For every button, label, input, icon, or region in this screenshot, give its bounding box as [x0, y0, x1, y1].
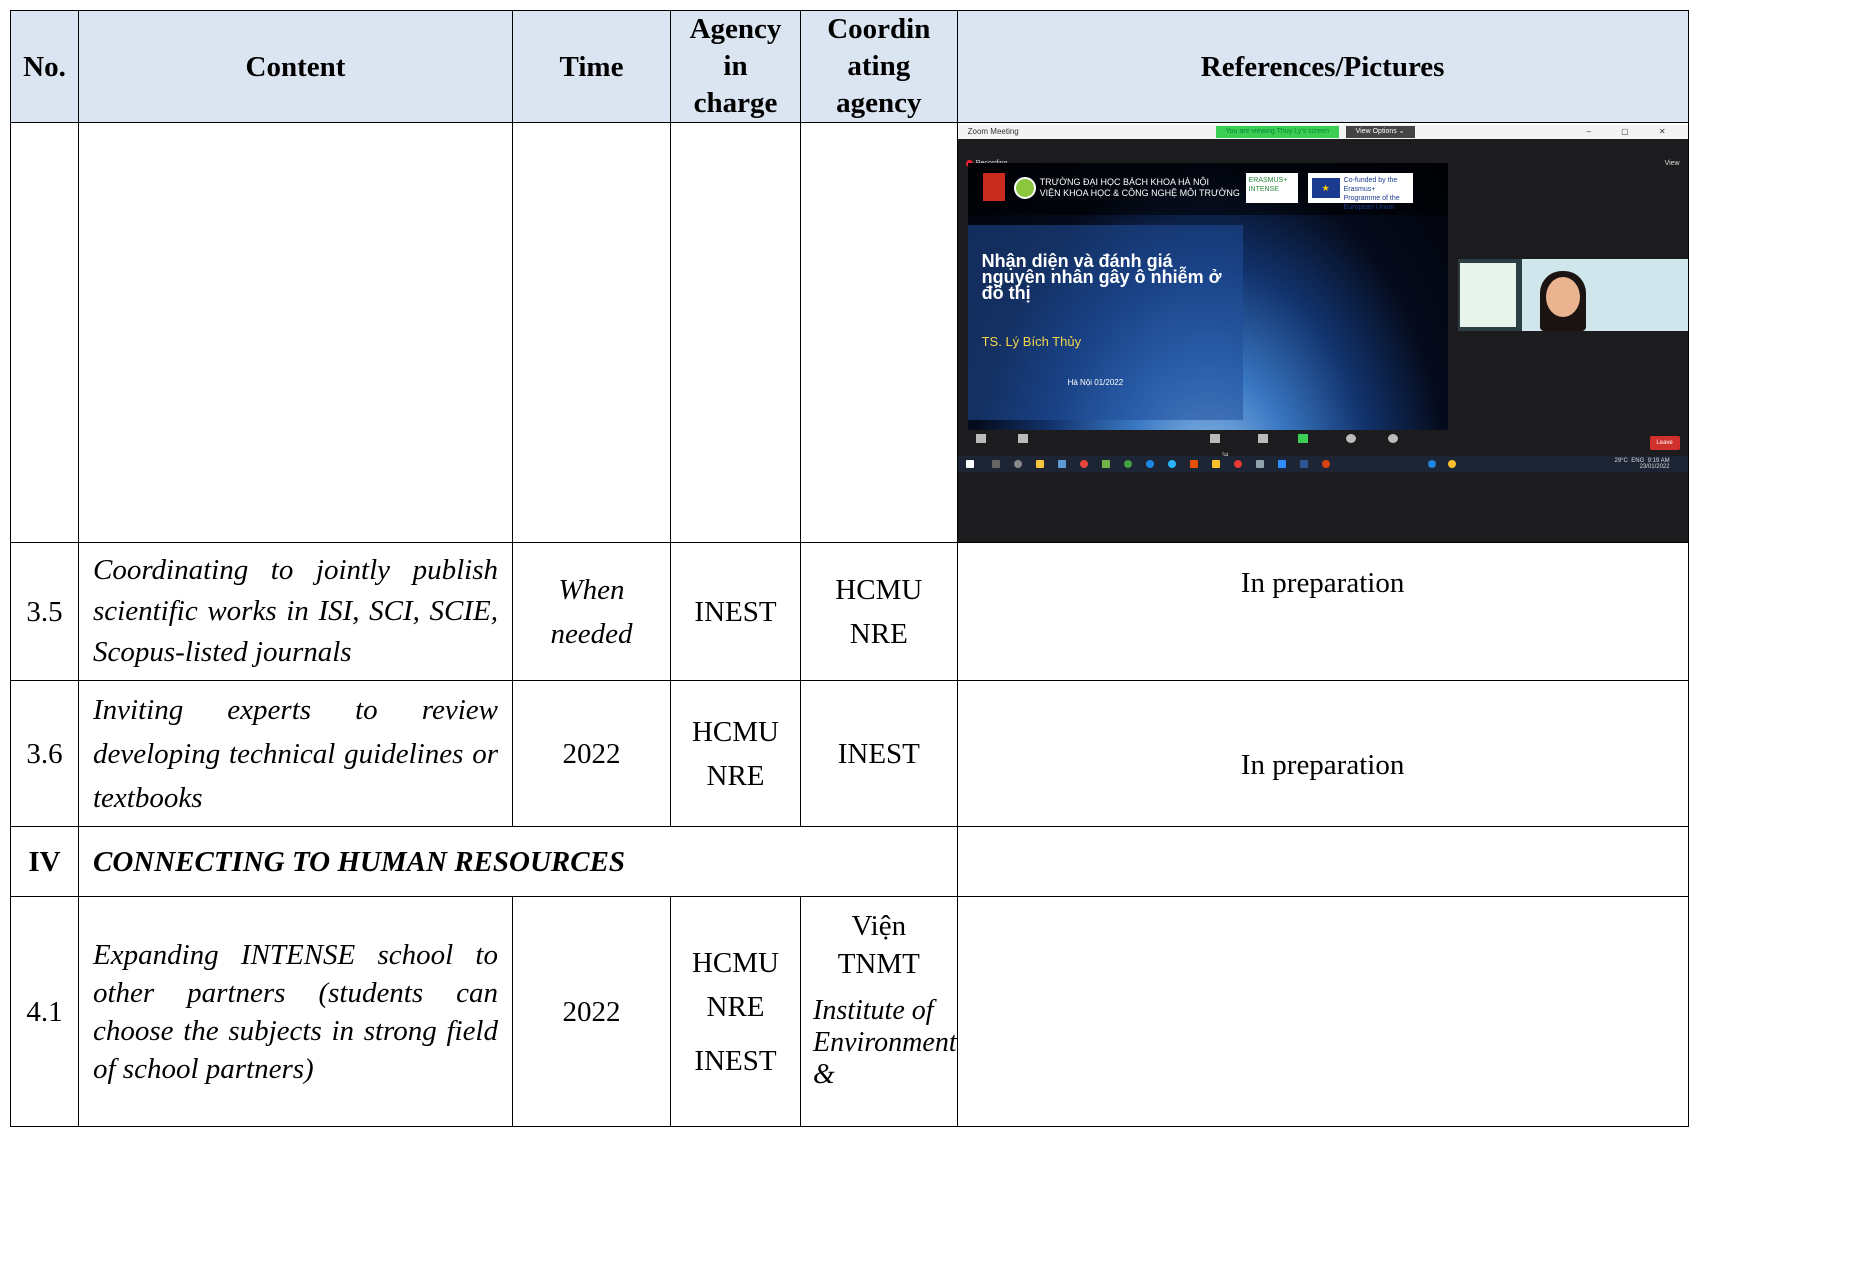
- view-label: View: [1664, 160, 1680, 167]
- participant-video: [1458, 259, 1688, 331]
- hust-logo-icon: [983, 173, 1005, 201]
- chrome-icon: [1080, 460, 1088, 468]
- app-icon: [1256, 460, 1264, 468]
- header-references: References/Pictures: [957, 11, 1688, 123]
- row-no: 3.6: [11, 681, 79, 827]
- empty-cell: [671, 123, 801, 543]
- weather-icon: [1448, 460, 1456, 468]
- erasmus-logo: ERASMUS+ INTENSE: [1246, 173, 1298, 203]
- activity-table: [10, 10, 1689, 1127]
- teams-icon: [1058, 460, 1066, 468]
- slide-title: Nhận diện và đánh giá nguyên nhân gây ô nhiễm ở đô thị: [981, 251, 1222, 303]
- row-time: 2022: [513, 681, 671, 827]
- institute-logo-icon: [1014, 177, 1036, 199]
- share-screen-icon: [1298, 434, 1308, 443]
- university-name: TRƯỜNG ĐẠI HỌC BÁCH KHOA HÀ NỘI VIỆN KHOA HỌC & CÔNG NGHỆ MÔI TRƯỜNG: [1039, 177, 1240, 198]
- section-row: [11, 827, 1689, 897]
- start-icon: [966, 460, 974, 468]
- row-no: 4.1: [11, 897, 79, 1127]
- table-row: [11, 543, 1689, 681]
- view-options: View Options ⌄: [1346, 126, 1415, 138]
- slide-header-band: [968, 163, 1448, 215]
- table-row: [11, 123, 1689, 543]
- record-icon: [1346, 434, 1356, 443]
- reference-picture-cell: [957, 123, 1688, 543]
- header-row: [11, 11, 1689, 123]
- participants-icon: [1210, 434, 1220, 443]
- task-view-icon: [1014, 460, 1022, 468]
- shared-thumbnail: [1460, 263, 1516, 327]
- window-title: Zoom Meeting: [967, 127, 1019, 136]
- search-icon: [992, 460, 1000, 468]
- app-icon: [1102, 460, 1110, 468]
- header-no: No.: [11, 11, 79, 123]
- chat-icon: [1258, 434, 1268, 443]
- app-icon: [1322, 460, 1330, 468]
- empty-cell: [801, 123, 958, 543]
- row-time: When needed: [513, 543, 671, 681]
- viewing-banner: You are viewing Thuy Ly's screen: [1216, 126, 1339, 138]
- empty-cell: [957, 897, 1688, 1127]
- help-icon: [1428, 460, 1436, 468]
- slide-title-box: [968, 225, 1243, 420]
- row-content: Coordinating to jointly publish scientific works in ISI, SCI, SCIE, Scopus-listed journals: [79, 543, 513, 681]
- section-number: IV: [11, 827, 79, 897]
- table-row: [11, 681, 1689, 827]
- zoom-meeting-screenshot: [958, 125, 1688, 542]
- app-icon: [1168, 460, 1176, 468]
- row-content: Expanding INTENSE school to other partners (students can choose the subjects in strong field of school partners): [79, 897, 513, 1127]
- row-agency: INEST: [671, 543, 801, 681]
- file-explorer-icon: [1036, 460, 1044, 468]
- row-agency: HCMU NRE: [671, 681, 801, 827]
- slide-date: Hà Nội 01/2022: [1067, 378, 1124, 387]
- row-reference: In preparation: [957, 681, 1688, 827]
- system-tray: 29°C ENG 9:19 AM 23/01/2022: [1614, 458, 1670, 470]
- window-controls-icon: – ▢ ✕: [1586, 127, 1680, 136]
- empty-cell: [11, 123, 79, 543]
- zoom-title-bar: [958, 125, 1688, 139]
- meeting-toolbar: [958, 430, 1688, 456]
- empty-cell: [79, 123, 513, 543]
- row-coordinating: INEST: [801, 681, 958, 827]
- row-agency: HCMU NRE INEST: [671, 897, 801, 1127]
- header-content: Content: [79, 11, 513, 123]
- illustrator-icon: [1190, 460, 1198, 468]
- empty-cell: [957, 827, 1688, 897]
- slide-author: TS. Lý Bích Thủy: [981, 334, 1082, 349]
- word-icon: [1300, 460, 1308, 468]
- app-icon: [1146, 460, 1154, 468]
- row-coordinating: Viện TNMT Institute of Environment &: [801, 897, 958, 1127]
- reactions-icon: [1388, 434, 1398, 443]
- row-time: 2022: [513, 897, 671, 1127]
- mic-icon: [976, 434, 986, 443]
- row-coordinating: HCMU NRE: [801, 543, 958, 681]
- app-icon: [1234, 460, 1242, 468]
- header-agency: Agency in charge: [671, 11, 801, 123]
- table-row: [11, 897, 1689, 1127]
- eu-flag-icon: ★: [1312, 178, 1340, 198]
- eu-logo: ★ Co-funded by the Erasmus+ Programme of the European Union: [1308, 173, 1413, 203]
- camera-icon: [1018, 434, 1028, 443]
- windows-taskbar: [958, 456, 1688, 472]
- row-reference: In preparation: [957, 543, 1688, 681]
- zoom-icon: [1278, 460, 1286, 468]
- sticky-notes-icon: [1212, 460, 1220, 468]
- header-time: Time: [513, 11, 671, 123]
- empty-cell: [513, 123, 671, 543]
- leave-button: Leave: [1650, 436, 1680, 450]
- row-content: Inviting experts to review developing technical guidelines or textbooks: [79, 681, 513, 827]
- participant-face: [1546, 277, 1580, 317]
- section-title: CONNECTING TO HUMAN RESOURCES: [79, 827, 958, 897]
- header-coordinating: Coordin ating agency: [801, 11, 958, 123]
- app-icon: [1124, 460, 1132, 468]
- presentation-slide: [968, 163, 1448, 433]
- row-no: 3.5: [11, 543, 79, 681]
